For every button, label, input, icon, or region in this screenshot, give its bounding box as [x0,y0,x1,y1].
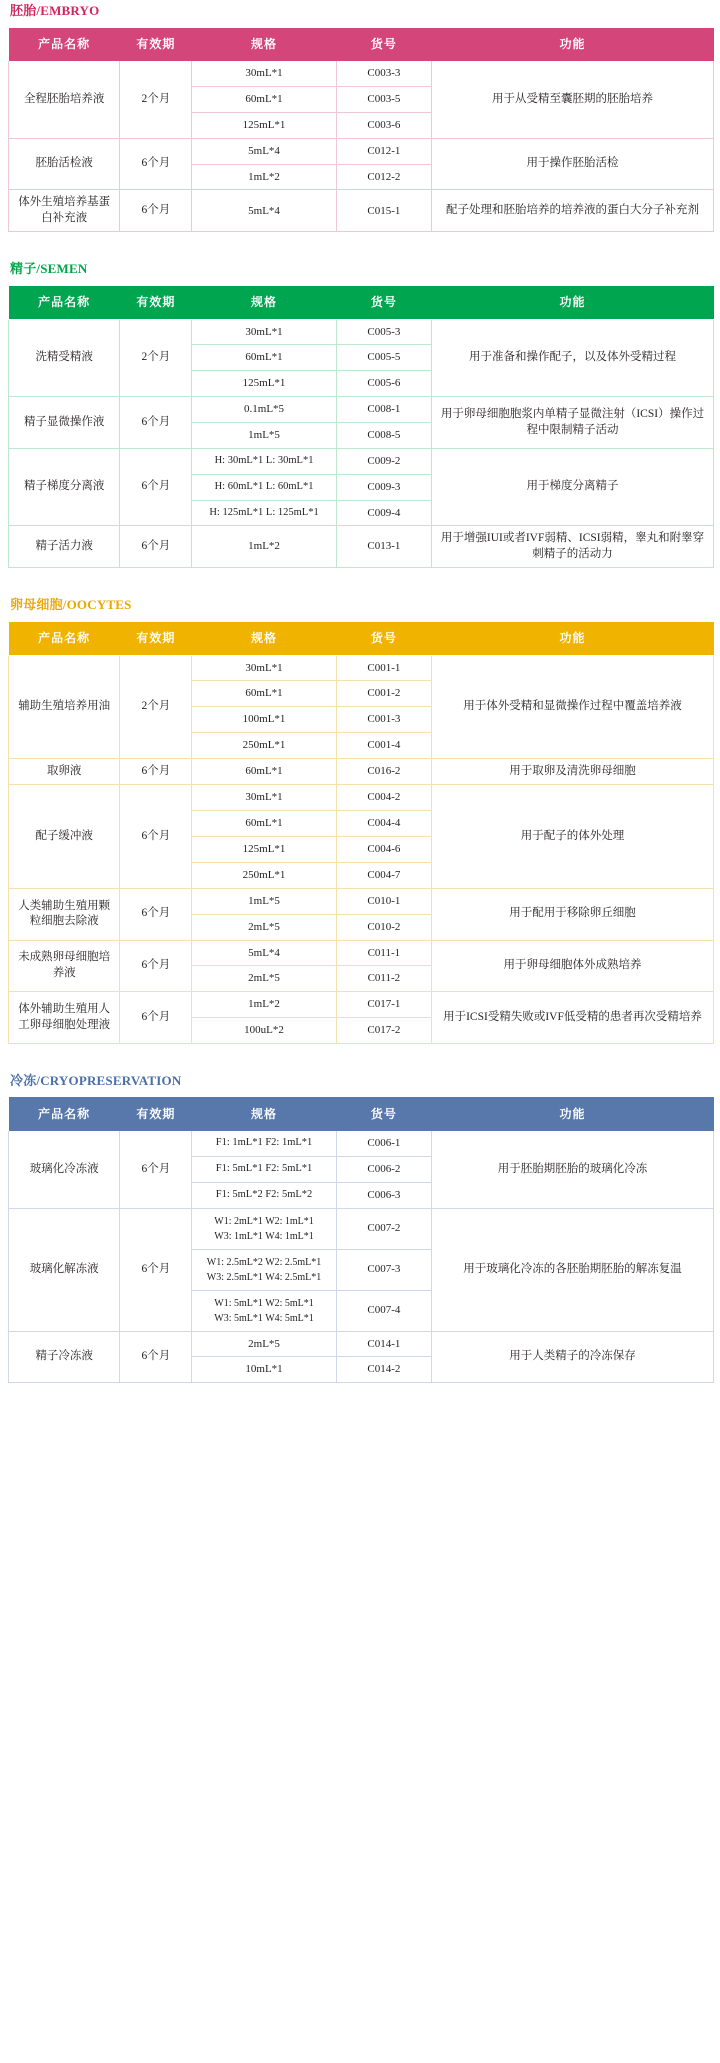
function-cell: 用于从受精至囊胚期的胚胎培养 [431,61,713,139]
table-header-row [9,286,714,319]
expiry-cell: 6个月 [120,448,192,526]
spec-cell: 30mL*1 [192,655,337,681]
code-cell: C017-1 [336,992,431,1018]
code-cell: C006-1 [336,1131,431,1157]
code-cell: C015-1 [336,190,431,232]
code-cell: C004-6 [336,837,431,863]
expiry-cell: 6个月 [120,992,192,1044]
spec-cell: 1mL*2 [192,164,337,190]
spec-cell: H: 60mL*1 L: 60mL*1 [192,474,337,500]
column-header: 功能 [431,28,713,61]
product-name-cell: 配子缓冲液 [9,785,120,888]
spec-cell: F1: 1mL*1 F2: 1mL*1 [192,1131,337,1157]
code-cell: C001-2 [336,681,431,707]
column-header: 货号 [336,622,431,655]
table-row [9,319,714,345]
section-cryo [0,1070,720,1383]
table-header-row [9,28,714,61]
table-row [9,888,714,914]
expiry-cell: 6个月 [120,785,192,888]
product-name-cell: 辅助生殖培养用油 [9,655,120,758]
section-semen [0,258,720,568]
code-cell: C014-1 [336,1331,431,1357]
product-name-cell: 胚胎活检液 [9,138,120,190]
code-cell: C004-7 [336,863,431,889]
product-table [8,621,714,1044]
column-header: 有效期 [120,622,192,655]
spec-cell: 5mL*4 [192,138,337,164]
code-cell: C007-2 [336,1208,431,1249]
column-header: 产品名称 [9,1097,120,1130]
spec-cell: H: 125mL*1 L: 125mL*1 [192,500,337,526]
spec-cell: 125mL*1 [192,112,337,138]
code-cell: C008-1 [336,397,431,423]
table-header-row [9,1097,714,1130]
spec-cell: 250mL*1 [192,863,337,889]
code-cell: C005-3 [336,319,431,345]
product-name-cell: 玻璃化冷冻液 [9,1131,120,1209]
section-title: 胚胎/EMBRYO [10,3,100,18]
code-cell: C007-4 [336,1290,431,1331]
product-name-cell: 精子冷冻液 [9,1331,120,1383]
section-oocytes [0,594,720,1044]
product-name-cell: 洗精受精液 [9,319,120,397]
expiry-cell: 2个月 [120,319,192,397]
code-cell: C009-2 [336,448,431,474]
column-header: 规格 [192,622,337,655]
code-cell: C013-1 [336,526,431,568]
column-header: 有效期 [120,1097,192,1130]
expiry-cell: 2个月 [120,655,192,758]
column-header: 有效期 [120,28,192,61]
expiry-cell: 6个月 [120,1208,192,1331]
product-name-cell: 全程胚胎培养液 [9,61,120,139]
code-cell: C010-2 [336,914,431,940]
table-row [9,397,714,423]
function-cell: 用于人类精子的冷冻保存 [431,1331,713,1383]
code-cell: C011-1 [336,940,431,966]
function-cell: 用于取卵及清洗卵母细胞 [431,758,713,785]
spec-cell: 60mL*1 [192,87,337,113]
table-row [9,1208,714,1249]
function-cell: 用于ICSI受精失败或IVF低受精的患者再次受精培养 [431,992,713,1044]
spec-cell: 2mL*5 [192,966,337,992]
column-header: 产品名称 [9,28,120,61]
column-header: 货号 [336,28,431,61]
spec-cell: 100mL*1 [192,707,337,733]
code-cell: C006-3 [336,1182,431,1208]
expiry-cell: 6个月 [120,758,192,785]
code-cell: C001-3 [336,707,431,733]
code-cell: C003-6 [336,112,431,138]
expiry-cell: 2个月 [120,61,192,139]
column-header: 货号 [336,1097,431,1130]
code-cell: C014-2 [336,1357,431,1383]
function-cell: 用于配子的体外处理 [431,785,713,888]
code-cell: C003-5 [336,87,431,113]
code-cell: C012-1 [336,138,431,164]
spec-cell: W1: 2.5mL*2 W2: 2.5mL*1 W3: 2.5mL*1 W4: 2.5mL*1 [192,1249,337,1290]
spec-cell: 1mL*5 [192,423,337,449]
code-cell: C009-3 [336,474,431,500]
section-title: 精子/SEMEN [10,261,88,277]
function-cell: 配子处理和胚胎培养的培养液的蛋白大分子补充剂 [431,190,713,232]
expiry-cell: 6个月 [120,1331,192,1383]
code-cell: C006-2 [336,1156,431,1182]
table-row [9,785,714,811]
product-name-cell: 玻璃化解冻液 [9,1208,120,1331]
code-cell: C005-6 [336,371,431,397]
spec-cell: 30mL*1 [192,319,337,345]
column-header: 货号 [336,286,431,319]
spec-cell: 100uL*2 [192,1018,337,1044]
function-cell: 用于操作胚胎活检 [431,138,713,190]
expiry-cell: 6个月 [120,397,192,449]
table-row [9,61,714,87]
product-table [8,1097,714,1383]
product-name-cell: 精子显微操作液 [9,397,120,449]
code-cell: C005-5 [336,345,431,371]
column-header: 有效期 [120,286,192,319]
product-name-cell: 精子梯度分离液 [9,448,120,526]
function-cell: 用于胚胎期胚胎的玻璃化冷冻 [431,1131,713,1209]
expiry-cell: 6个月 [120,526,192,568]
spec-cell: 125mL*1 [192,371,337,397]
code-cell: C003-3 [336,61,431,87]
spec-cell: F1: 5mL*1 F2: 5mL*1 [192,1156,337,1182]
function-cell: 用于卵母细胞胞浆内单精子显微注射（ICSI）操作过程中限制精子活动 [431,397,713,449]
column-header: 规格 [192,1097,337,1130]
product-name-cell: 体外生殖培养基蛋白补充液 [9,190,120,232]
spec-cell: F1: 5mL*2 F2: 5mL*2 [192,1182,337,1208]
code-cell: C010-1 [336,888,431,914]
column-header: 功能 [431,286,713,319]
spec-cell: 2mL*5 [192,914,337,940]
table-row [9,1331,714,1357]
expiry-cell: 6个月 [120,888,192,940]
expiry-cell: 6个月 [120,138,192,190]
section-embryo [0,0,720,232]
expiry-cell: 6个月 [120,940,192,992]
column-header: 规格 [192,286,337,319]
spec-cell: H: 30mL*1 L: 30mL*1 [192,448,337,474]
expiry-cell: 6个月 [120,190,192,232]
function-cell: 用于增强IUI或者IVF弱精、ICSI弱精，睾丸和附睾穿刺精子的活动力 [431,526,713,568]
spec-cell: 1mL*2 [192,992,337,1018]
code-cell: C001-4 [336,733,431,759]
code-cell: C001-1 [336,655,431,681]
spec-cell: 10mL*1 [192,1357,337,1383]
function-cell: 用于梯度分离精子 [431,448,713,526]
spec-cell: 30mL*1 [192,61,337,87]
spec-cell: 5mL*4 [192,940,337,966]
column-header: 功能 [431,622,713,655]
function-cell: 用于体外受精和显微操作过程中覆盖培养液 [431,655,713,758]
spec-cell: 250mL*1 [192,733,337,759]
spec-cell: 2mL*5 [192,1331,337,1357]
code-cell: C012-2 [336,164,431,190]
code-cell: C008-5 [336,423,431,449]
function-cell: 用于玻璃化冷冻的各胚胎期胚胎的解冻复温 [431,1208,713,1331]
function-cell: 用于准备和操作配子，以及体外受精过程 [431,319,713,397]
function-cell: 用于配用于移除卵丘细胞 [431,888,713,940]
column-header: 产品名称 [9,286,120,319]
code-cell: C004-2 [336,785,431,811]
code-cell: C017-2 [336,1018,431,1044]
table-row [9,992,714,1018]
spec-cell: W1: 5mL*1 W2: 5mL*1 W3: 5mL*1 W4: 5mL*1 [192,1290,337,1331]
table-row [9,448,714,474]
column-header: 产品名称 [9,622,120,655]
spec-cell: W1: 2mL*1 W2: 1mL*1 W3: 1mL*1 W4: 1mL*1 [192,1208,337,1249]
code-cell: C007-3 [336,1249,431,1290]
spec-cell: 1mL*5 [192,888,337,914]
table-row [9,526,714,568]
spec-cell: 60mL*1 [192,758,337,785]
spec-cell: 30mL*1 [192,785,337,811]
spec-cell: 0.1mL*5 [192,397,337,423]
code-cell: C011-2 [336,966,431,992]
table-row [9,758,714,785]
section-title: 卵母细胞/OOCYTES [10,597,132,613]
table-header-row [9,622,714,655]
product-table [8,27,714,232]
spec-cell: 125mL*1 [192,837,337,863]
spec-cell: 60mL*1 [192,811,337,837]
product-name-cell: 取卵液 [9,758,120,785]
table-row [9,940,714,966]
product-name-cell: 精子活力液 [9,526,120,568]
expiry-cell: 6个月 [120,1131,192,1209]
spec-cell: 60mL*1 [192,345,337,371]
product-name-cell: 未成熟卵母细胞培养液 [9,940,120,992]
table-row [9,655,714,681]
spec-cell: 1mL*2 [192,526,337,568]
table-row [9,1131,714,1157]
code-cell: C009-4 [336,500,431,526]
table-row [9,138,714,164]
section-title: 冷冻/CRYOPRESERVATION [10,1072,182,1088]
table-row [9,190,714,232]
product-table [8,285,714,568]
function-cell: 用于卵母细胞体外成熟培养 [431,940,713,992]
spec-cell: 60mL*1 [192,681,337,707]
code-cell: C004-4 [336,811,431,837]
product-name-cell: 人类辅助生殖用颗粒细胞去除液 [9,888,120,940]
product-name-cell: 体外辅助生殖用人工卵母细胞处理液 [9,992,120,1044]
code-cell: C016-2 [336,758,431,785]
spec-cell: 5mL*4 [192,190,337,232]
column-header: 规格 [192,28,337,61]
column-header: 功能 [431,1097,713,1130]
